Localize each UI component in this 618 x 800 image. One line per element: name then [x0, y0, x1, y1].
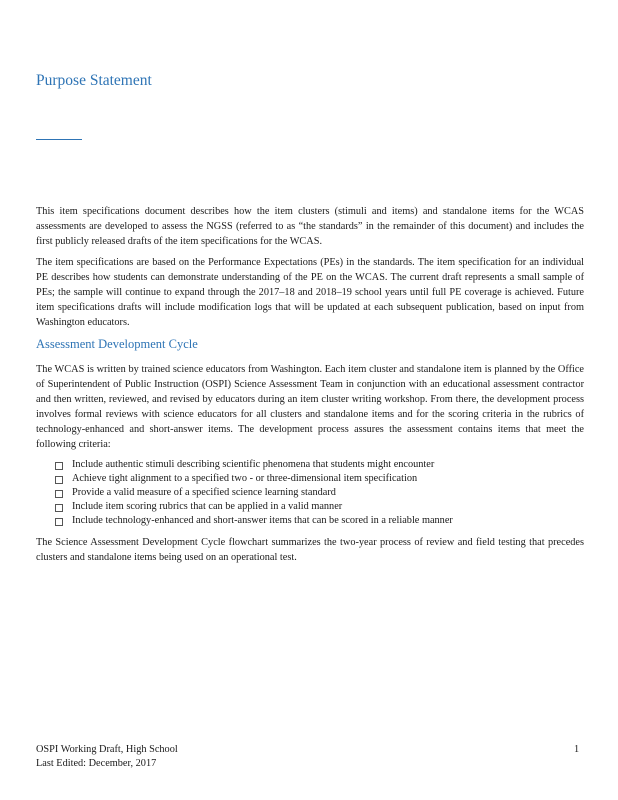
page-title: Purpose Statement [36, 72, 152, 89]
criteria-list [55, 458, 585, 528]
list-item [55, 500, 585, 514]
footer-draft-label: OSPI Working Draft, High School [36, 744, 178, 755]
intro-paragraph: This item specifications document describes how the item clusters (stimuli and items) and standalone items for the WCAS assessments are developed to assess the NGSS (referred to as “the standards” in the remainder of this document) and includes the first publicly released drafts of the item specifications for the WCAS. [36, 206, 584, 247]
page-number: 1 [574, 744, 580, 755]
bullet-icon [55, 490, 63, 498]
criteria-item-text: Include technology-enhanced and short-answer items that can be scored in a reliable manner [72, 515, 453, 526]
section-heading: Assessment Development Cycle [36, 337, 198, 351]
list-item [55, 472, 585, 486]
specifications-paragraph: The item specifications are based on the Performance Expectations (PEs) in the standards. The item specification for an individual PE describes how students can demonstrate understanding of the PE on the WCAS. The current draft represents a small sample of PEs; the sample will continue to expand through the 2017–18 and 2018–19 school years until full PE coverage is achieved. Future item specifications drafts will include modification logs that will be updated at each subsequent publication, based on input from Washington educators. [36, 257, 584, 328]
footer-last-edited: Last Edited: December, 2017 [36, 758, 157, 769]
page-footer [36, 743, 178, 771]
closing-paragraph: The Science Assessment Development Cycle flowchart summarizes the two-year process of review and field testing that precedes clusters and standalone items being used on an operational test. [36, 537, 584, 563]
title-underline-rule [36, 139, 82, 140]
criteria-item-text: Achieve tight alignment to a specified two - or three-dimensional item specification [72, 473, 418, 484]
list-item [55, 514, 585, 528]
bullet-icon [55, 518, 63, 526]
criteria-item-text: Include item scoring rubrics that can be applied in a valid manner [72, 501, 343, 512]
bullet-icon [55, 504, 63, 512]
bullet-icon [55, 462, 63, 470]
bullet-icon [55, 476, 63, 484]
criteria-item-text: Include authentic stimuli describing scientific phenomena that students might encounter [72, 459, 435, 470]
list-item [55, 458, 585, 472]
development-cycle-paragraph: The WCAS is written by trained science educators from Washington. Each item cluster and standalone item is planned by the Office of Superintendent of Public Instruction (OSPI) Science Assessment Team in conjunction with an educational assessment contractor and then written, reviewed, and revised by educators during an item cluster writing workshop. From there, the development process involves formal reviews with science educators for all clusters and standalone items and for the scoring criteria in the rubrics of technology-enhanced and short-answer items. The development process assures the assessment contains items that meet the following criteria: [36, 364, 584, 450]
criteria-item-text: Provide a valid measure of a specified science learning standard [72, 487, 336, 498]
list-item [55, 486, 585, 500]
